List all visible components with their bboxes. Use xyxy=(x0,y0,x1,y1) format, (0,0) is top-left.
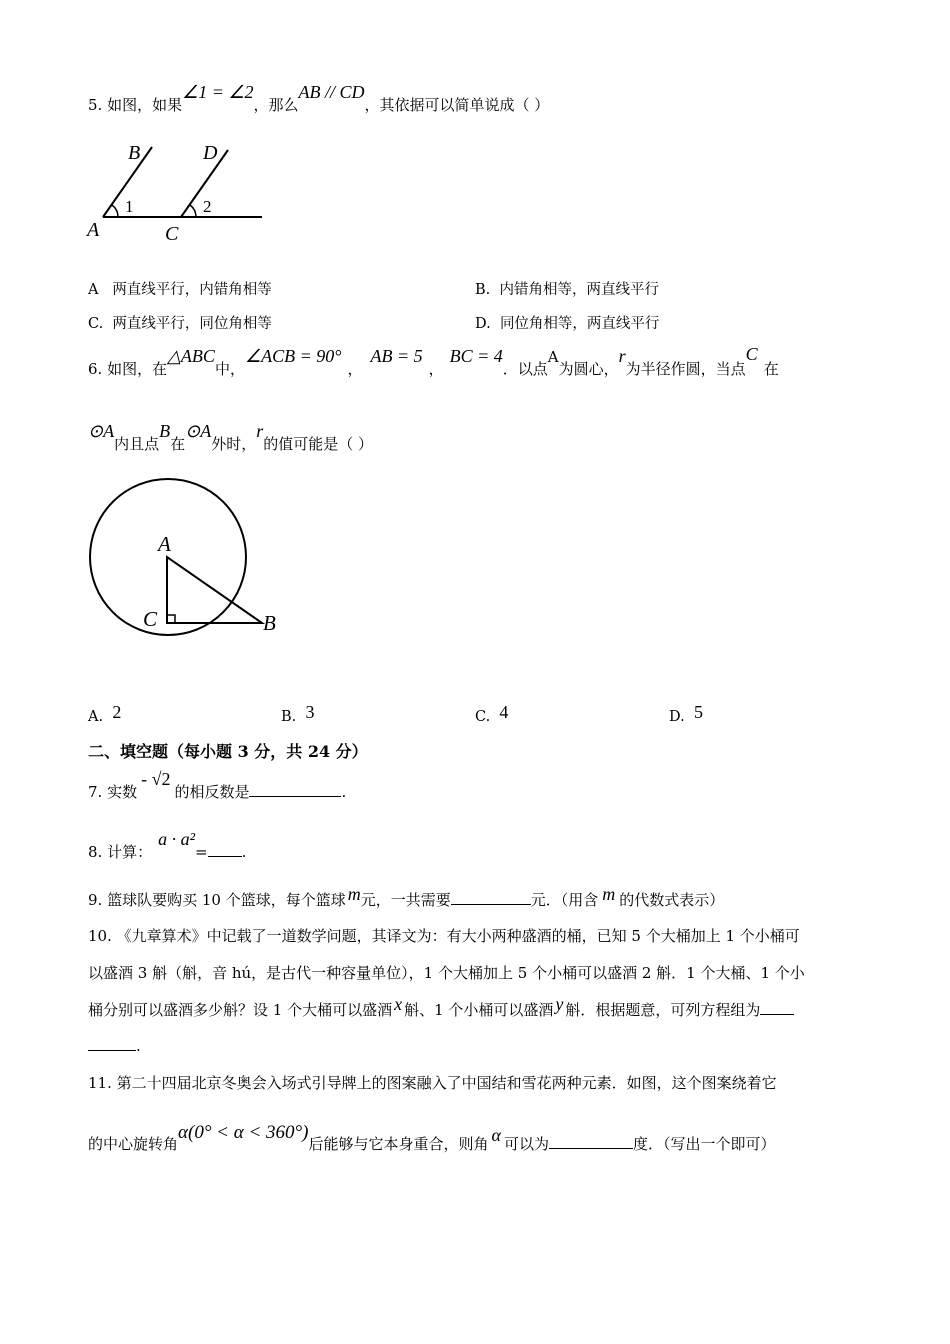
label-a: A xyxy=(87,219,100,241)
q5-condition: ∠1 = ∠2 xyxy=(182,82,254,102)
label-c: C xyxy=(143,607,158,631)
q10-line1: 10. 《九章算术》中记载了一道数学问题，其译文为：有大小两种盛酒的桶，已知 5 个大桶加上 1 个小桶可 xyxy=(88,927,800,945)
q6-option-a[interactable]: A. 2 xyxy=(88,702,122,725)
q8-math: a · a² xyxy=(158,829,195,849)
section-2-heading: 二、填空题（每小题 3 分，共 24 分） xyxy=(88,742,368,761)
label-angle-1: 1 xyxy=(125,197,134,216)
q7-stem: 7. 实数- √2的相反数是 . xyxy=(88,769,347,801)
q10-answer-blank-part2[interactable] xyxy=(88,1036,136,1051)
label-d: D xyxy=(203,142,218,164)
right-angle-mark xyxy=(167,615,175,623)
q6-option-d[interactable]: D. 5 xyxy=(669,702,703,725)
triangle-abc xyxy=(167,557,262,623)
q8-stem: 8. 计算：a · a²= . xyxy=(88,829,247,861)
q6-option-b[interactable]: B. 3 xyxy=(281,702,315,725)
label-a: A xyxy=(158,532,171,556)
q11-answer-blank[interactable] xyxy=(549,1134,633,1149)
q11-line2: 的中心旋转角α(0° < α < 360°)后能够与它本身重合，则角 α 可以为 度．（写出一个即可） xyxy=(88,1122,776,1153)
q5-conclusion: AB // CD xyxy=(298,82,365,102)
q9-answer-blank[interactable] xyxy=(451,890,531,905)
angle-2-arc xyxy=(190,205,196,217)
q5-option-c[interactable]: C. 两直线平行，同位角相等 xyxy=(88,316,272,332)
q7-answer-blank[interactable] xyxy=(249,782,341,797)
q6-figure-circle-triangle xyxy=(82,472,292,642)
q5-figure-parallel-lines xyxy=(85,135,270,245)
q11-line1: 11. 第二十四届北京冬奥会入场式引导牌上的图案融入了中国结和雪花两种元素．如图，这个图案绕着它 xyxy=(88,1074,777,1092)
q8-answer-blank[interactable] xyxy=(208,842,242,857)
q5-option-a[interactable]: A 两直线平行，内错角相等 xyxy=(88,282,272,298)
label-b: B xyxy=(128,142,141,164)
q6-option-c[interactable]: C. 4 xyxy=(475,702,509,725)
q6-stem-line2: ⊙A内且点B在⊙A外时，r的值可能是（ ） xyxy=(88,421,373,453)
q10-line2: 以盛酒 3 斛（斛，音 hú，是古代一种容量单位），1 个大桶加上 5 个小桶可以盛酒 2 斛．1 个大桶、1 个小 xyxy=(88,964,805,982)
q6-stem-line1: 6. 如图，在△ABC中，∠ACB = 90°，AB = 5，BC = 4．以点A为圆心，r为半径作圆，当点C在 xyxy=(88,344,779,378)
q10-answer-blank-part1[interactable] xyxy=(760,1000,794,1015)
q7-math: - √2 xyxy=(141,769,171,789)
q11-math: α(0° < α < 360°) xyxy=(178,1122,309,1143)
angle-1-arc xyxy=(112,205,118,217)
q10-line4: . xyxy=(88,1036,141,1055)
q10-line3: 桶分别可以盛酒多少斛？设 1 个大桶可以盛酒 x 斛、1 个小桶可以盛酒 y 斛．根据题意，可列方程组为 xyxy=(88,999,794,1020)
q5-stem: 5. 如图，如果∠1 = ∠2，那么AB // CD，其依据可以简单说成（ ） xyxy=(88,82,550,114)
q9-stem: 9. 篮球队要购买 10 个篮球，每个篮球 m元，一共需要 元．（用含 m 的代数式表示） xyxy=(88,884,725,909)
label-c: C xyxy=(165,223,179,245)
q5-option-d[interactable]: D. 同位角相等，两直线平行 xyxy=(475,316,660,332)
label-b: B xyxy=(263,611,276,635)
label-angle-2: 2 xyxy=(203,197,212,216)
q5-option-b[interactable]: B. 内错角相等，两直线平行 xyxy=(475,282,659,298)
